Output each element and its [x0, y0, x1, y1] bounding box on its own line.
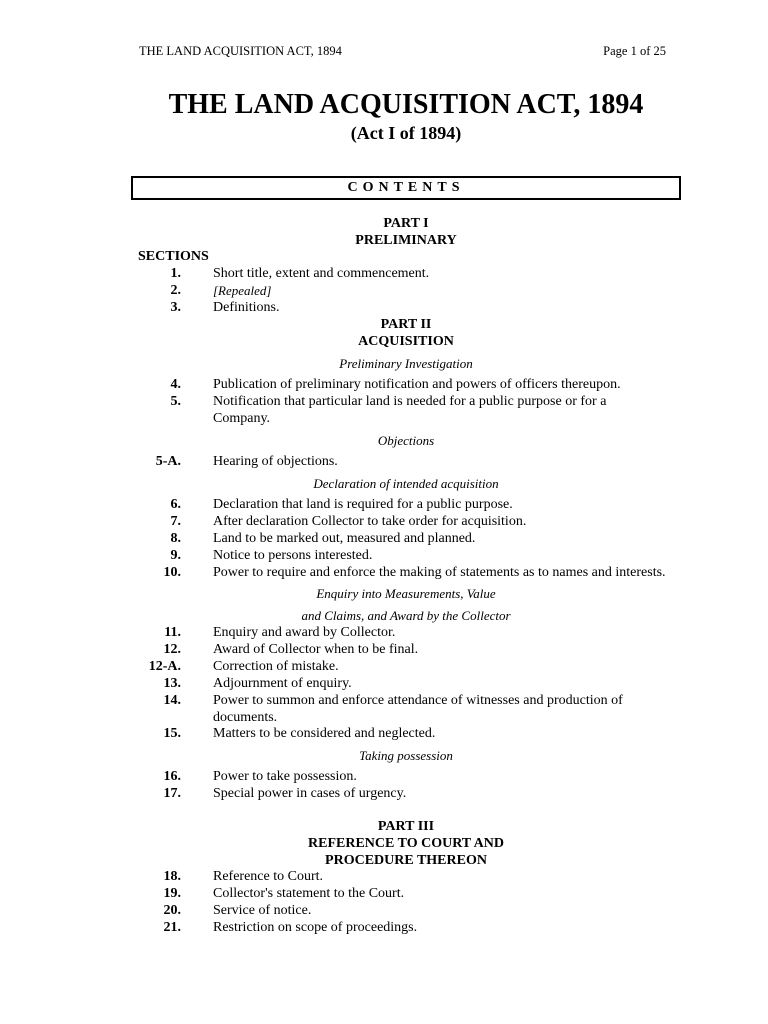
part-3-name-line-2: PROCEDURE THEREON — [325, 853, 487, 868]
section-number: 21. — [163, 920, 181, 935]
part-2-number: PART II — [380, 317, 432, 332]
section-title: Service of notice. — [213, 903, 312, 918]
page-number: Page 1 of 25 — [603, 44, 666, 58]
section-number: 9. — [170, 548, 181, 563]
section-title: Land to be marked out, measured and planned. — [213, 531, 476, 546]
section-title: Reference to Court. — [213, 869, 324, 884]
section-title: Special power in cases of urgency. — [213, 786, 407, 801]
subheading-enquiry-line-2: and Claims, and Award by the Collector — [301, 608, 511, 623]
section-title: [Repealed] — [213, 283, 272, 298]
part-2-name: ACQUISITION — [358, 334, 454, 349]
section-number: 17. — [163, 786, 181, 801]
section-number: 16. — [163, 769, 181, 784]
section-title: Hearing of objections. — [213, 454, 338, 469]
section-number: 7. — [170, 514, 181, 529]
section-title: Collector's statement to the Court. — [213, 886, 405, 901]
section-title: Power to take possession. — [213, 769, 357, 784]
section-number: 20. — [163, 903, 181, 918]
part-1-number: PART I — [383, 216, 429, 231]
subheading-objections: Objections — [377, 433, 435, 448]
section-number: 5-A. — [155, 454, 181, 469]
section-number: 14. — [163, 693, 181, 708]
section-title: After declaration Collector to take order for acquisition. — [213, 514, 527, 529]
section-title: Power to require and enforce the making of statements as to names and interests. — [213, 565, 666, 580]
section-title: Definitions. — [213, 300, 280, 315]
section-title: Notice to persons interested. — [213, 548, 373, 563]
section-title: Restriction on scope of proceedings. — [213, 920, 418, 935]
section-number: 12. — [163, 642, 181, 657]
section-title: Matters to be considered and neglected. — [213, 726, 436, 741]
subheading-declaration: Declaration of intended acquisition — [313, 476, 499, 491]
subheading-preliminary-investigation: Preliminary Investigation — [339, 356, 473, 371]
sections-label: SECTIONS — [138, 249, 209, 264]
document-title: THE LAND ACQUISITION ACT, 1894 — [168, 89, 644, 120]
section-number: 11. — [164, 625, 181, 640]
section-title: Adjournment of enquiry. — [213, 676, 352, 691]
running-header-title: THE LAND ACQUISITION ACT, 1894 — [139, 44, 342, 58]
document-subtitle: (Act I of 1894) — [350, 123, 462, 143]
section-number: 13. — [163, 676, 181, 691]
section-number: 4. — [170, 377, 181, 392]
part-3-name-line-1: REFERENCE TO COURT AND — [308, 836, 504, 851]
section-number: 5. — [170, 394, 181, 409]
section-number: 2. — [170, 283, 181, 298]
section-number: 12-A. — [148, 659, 181, 674]
subheading-enquiry-line-1: Enquiry into Measurements, Value — [316, 586, 496, 601]
contents-heading: CONTENTS — [131, 176, 681, 200]
section-number: 10. — [163, 565, 181, 580]
part-3-number: PART III — [377, 819, 435, 834]
section-title: Correction of mistake. — [213, 659, 339, 674]
section-title: Short title, extent and commencement. — [213, 266, 430, 281]
section-title: Declaration that land is required for a public purpose. — [213, 497, 513, 512]
section-number: 19. — [163, 886, 181, 901]
section-title: Power to summon and enforce attendance of witnesses and production of documents. — [213, 693, 623, 725]
part-1-name: PRELIMINARY — [355, 233, 457, 248]
section-number: 3. — [170, 300, 181, 315]
section-number: 8. — [170, 531, 181, 546]
section-title: Enquiry and award by Collector. — [213, 625, 396, 640]
section-title: Publication of preliminary notification and powers of officers thereupon. — [213, 377, 621, 392]
section-number: 18. — [163, 869, 181, 884]
subheading-taking-possession: Taking possession — [359, 748, 453, 763]
section-number: 6. — [170, 497, 181, 512]
section-title: Award of Collector when to be final. — [213, 642, 419, 657]
section-number: 1. — [170, 266, 181, 281]
section-number: 15. — [163, 726, 181, 741]
section-title: Notification that particular land is needed for a public purpose or for a Company. — [213, 394, 607, 426]
